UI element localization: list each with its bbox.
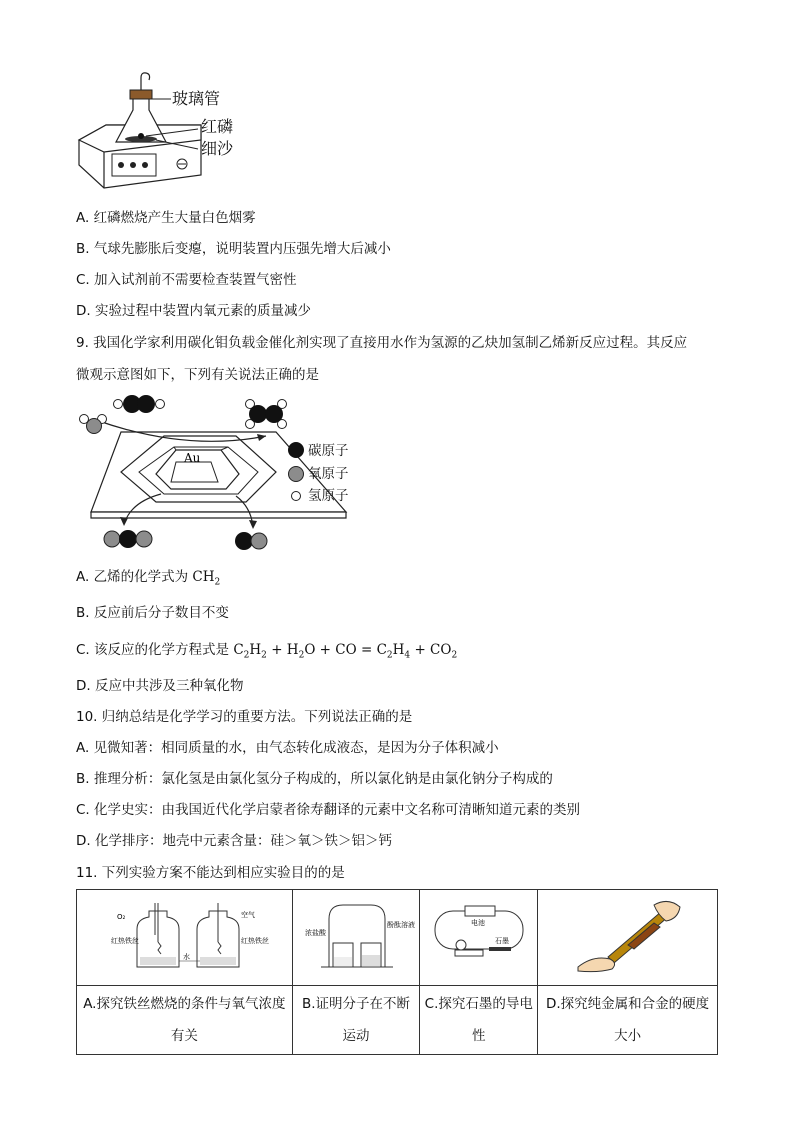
- label-graphite: 石墨: [494, 936, 509, 945]
- cell-figure-a: [77, 890, 293, 986]
- q9-option-c: [76, 641, 457, 665]
- cell-caption-a: A.探究铁丝燃烧的条件与氧气浓度有关: [77, 986, 293, 1055]
- cell-caption-b: B.证明分子在不断运动: [292, 986, 420, 1055]
- label-o2: O₂: [117, 912, 126, 921]
- label-phenolphthalein: 酚酞溶液: [387, 920, 416, 929]
- q9-stem-line2: 微观示意图如下，下列有关说法正确的是: [76, 367, 319, 383]
- graphite-circuit-figure: [425, 897, 533, 975]
- legend-oxygen: 氧原子: [308, 466, 349, 482]
- cell-figure-c: [420, 890, 538, 986]
- label-battery: 电池: [470, 918, 485, 927]
- table-row-captions: [77, 986, 718, 1055]
- legend-carbon: 碳原子: [308, 443, 349, 459]
- q10-stem: 10. 归纳总结是化学学习的重要方法。下列说法正确的是: [76, 709, 413, 725]
- label-water: 水: [183, 952, 191, 961]
- q8-option-d: D. 实验过程中装置内氧元素的质量减少: [76, 303, 311, 319]
- q11-experiment-table: [76, 889, 718, 1055]
- table-row-figures: [77, 890, 718, 986]
- q9-option-a-text: A. 乙烯的化学式为: [76, 569, 189, 585]
- iron-wire-bottles-figure: [109, 897, 270, 975]
- q9-stem-line1: 9. 我国化学家利用碳化钼负载金催化剂实现了直接用水作为氢源的乙炔加氢制乙烯新反应过程。其反应: [76, 335, 688, 351]
- scratch-hardness-figure: [568, 897, 688, 975]
- label-air: 空气: [241, 910, 256, 919]
- cell-caption-c: C.探究石墨的导电性: [420, 986, 538, 1055]
- label-wire-1: 红热铁丝: [111, 936, 140, 945]
- molecule-motion-figure: [301, 897, 416, 975]
- label-red-phosphorus: 红磷: [201, 117, 234, 136]
- label-wire-2: 红热铁丝: [241, 936, 270, 945]
- legend-hydrogen: 氢原子: [308, 488, 349, 504]
- q8-option-a: A. 红磷燃烧产生大量白色烟雾: [76, 210, 256, 226]
- cell-caption-d: D.探究纯金属和合金的硬度大小: [538, 986, 718, 1055]
- q10-option-a: A. 见微知著：相同质量的水，由气态转化成液态，是因为分子体积减小: [76, 740, 499, 756]
- cell-figure-d: [538, 890, 718, 986]
- q10-option-c: C. 化学史实：由我国近代化学启蒙者徐寿翻译的元素中文名称可清晰知道元素的类别: [76, 802, 581, 818]
- q9-option-a: [76, 568, 220, 592]
- label-fine-sand: 细沙: [201, 139, 234, 158]
- q8-option-c: C. 加入试剂前不需要检查装置气密性: [76, 272, 297, 288]
- q9-option-b: B. 反应前后分子数目不变: [76, 605, 229, 621]
- q9-option-d: D. 反应中共涉及三种氧化物: [76, 678, 244, 694]
- q9-option-c-equation: $C_2H_2 + H_2O$ + CO = $C_2H_4 + CO_2$: [233, 642, 458, 661]
- label-conc-hcl: 浓盐酸: [305, 928, 327, 937]
- q8-option-b: B. 气球先膨胀后变瘪，说明装置内压强先增大后减小: [76, 241, 391, 257]
- q11-stem: 11. 下列实验方案不能达到相应实验目的的是: [76, 865, 345, 881]
- q9-option-a-formula: $CH_2$: [192, 569, 221, 588]
- label-glass-tube: 玻璃管: [172, 89, 221, 108]
- cell-figure-b: [292, 890, 420, 986]
- q9-option-c-text: C. 该反应的化学方程式是: [76, 642, 230, 658]
- q10-option-b: B. 推理分析：氯化氢是由氯化氢分子构成的，所以氯化钠是由氯化钠分子构成的: [76, 771, 553, 787]
- q10-option-d: D. 化学排序：地壳中元素含量：硅＞氧＞铁＞铝＞钙: [76, 833, 392, 849]
- catalyst-label: Au: [184, 451, 201, 465]
